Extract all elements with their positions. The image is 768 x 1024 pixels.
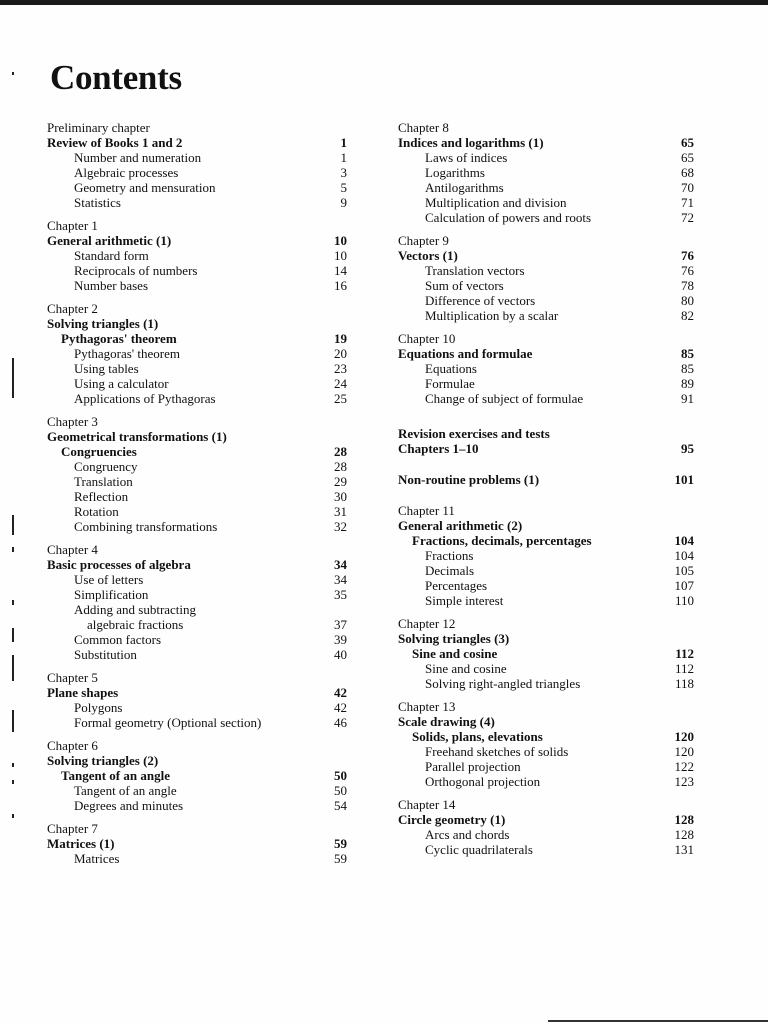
page-number: 28: [334, 444, 347, 459]
toc-entry-text: Number bases: [74, 278, 149, 293]
chapter-title: [47, 233, 347, 248]
scan-mark: [12, 710, 14, 732]
toc-entry-text: Combining transformations: [74, 519, 218, 534]
toc-entry-text: Common factors: [74, 632, 162, 647]
toc-entry-text: Congruency: [74, 459, 138, 474]
toc-section: [398, 414, 694, 456]
scan-mark: [12, 763, 14, 767]
section-heading: [398, 472, 694, 487]
toc-entry-text: Arcs and chords: [425, 827, 510, 842]
page-number: 59: [334, 836, 347, 851]
toc-entry: [398, 195, 694, 210]
toc-entry-text: Formulae: [425, 376, 475, 391]
page-number: 10: [334, 233, 347, 248]
toc-entry: [398, 278, 694, 293]
page-number: 35: [334, 587, 347, 602]
toc-entry-text: Orthogonal projection: [425, 774, 541, 789]
toc-entry: [47, 851, 347, 866]
toc-entry: [398, 165, 694, 180]
page-number: 29: [334, 474, 347, 489]
page-number: 65: [681, 150, 694, 165]
toc-entry-text: Using tables: [74, 361, 139, 376]
toc-entry-text: Percentages: [425, 578, 488, 593]
toc-section: [47, 670, 347, 730]
toc-entry: [47, 248, 347, 263]
chapter-title-text: General arithmetic (1): [47, 233, 172, 248]
toc-entry-text: Freehand sketches of solids: [425, 744, 569, 759]
page-number: 71: [681, 195, 694, 210]
chapter-label: [398, 331, 694, 346]
scan-mark: [12, 515, 14, 535]
toc-entry-text: Translation vectors: [425, 263, 525, 278]
section-heading: [398, 426, 694, 441]
contents-left-column: [47, 120, 347, 874]
page-number: 54: [334, 798, 347, 813]
page-number: 34: [334, 572, 347, 587]
toc-section: [398, 616, 694, 691]
chapter-subtitle: [47, 444, 347, 459]
toc-entry-text: Reflection: [74, 489, 129, 504]
toc-entry: [47, 700, 347, 715]
toc-entry-text: Degrees and minutes: [74, 798, 184, 813]
page-number: 123: [674, 774, 694, 789]
toc-entry-text: Using a calculator: [74, 376, 169, 391]
toc-entry-text: algebraic fractions: [87, 617, 184, 632]
toc-section: [398, 699, 694, 789]
toc-entry-text: Applications of Pythagoras: [74, 391, 216, 406]
toc-entry: [47, 617, 347, 632]
page-number: 104: [674, 533, 694, 548]
toc-entry: [47, 346, 347, 361]
toc-entry-text: Algebraic processes: [74, 165, 179, 180]
toc-entry-text: Laws of indices: [425, 150, 508, 165]
toc-entry: [47, 474, 347, 489]
toc-entry: [398, 210, 694, 225]
chapter-label: [47, 542, 347, 557]
toc-entry: [398, 263, 694, 278]
toc-section: [398, 797, 694, 857]
chapter-label-text: Chapter 12: [398, 616, 456, 631]
toc-entry: [398, 661, 694, 676]
toc-entry: [47, 647, 347, 662]
toc-entry-text: Formal geometry (Optional section): [74, 715, 262, 730]
page-number: 104: [674, 548, 694, 563]
toc-entry: [47, 519, 347, 534]
page-number: 85: [681, 346, 694, 361]
page-number: 40: [334, 647, 347, 662]
page-number: 112: [675, 646, 694, 661]
toc-entry: [47, 361, 347, 376]
toc-entry-text: Multiplication by a scalar: [425, 308, 559, 323]
page-number: 31: [334, 504, 347, 519]
toc-entry-text: Adding and subtracting: [74, 602, 197, 617]
toc-entry-text: Calculation of powers and roots: [425, 210, 592, 225]
scan-mark: [12, 814, 14, 818]
chapter-subtitle: [47, 768, 347, 783]
page-number: 70: [681, 180, 694, 195]
toc-entry: [398, 827, 694, 842]
toc-entry-text: Solving right-angled triangles: [425, 676, 581, 691]
page-number: 131: [674, 842, 694, 857]
page-number: 107: [674, 578, 694, 593]
toc-entry-text: Polygons: [74, 700, 123, 715]
toc-entry: [398, 376, 694, 391]
toc-entry: [398, 842, 694, 857]
chapter-label: [47, 821, 347, 836]
chapter-title: [47, 429, 347, 444]
chapter-subtitle: [398, 533, 694, 548]
page-number: 105: [674, 563, 694, 578]
toc-section: [47, 738, 347, 813]
toc-section: [398, 472, 694, 487]
chapter-title: [398, 518, 694, 533]
toc-entry-text: Geometry and mensuration: [74, 180, 216, 195]
toc-entry: [398, 150, 694, 165]
toc-entry: [47, 504, 347, 519]
toc-entry: [398, 774, 694, 789]
toc-entry: [47, 180, 347, 195]
toc-entry-text: Simple interest: [425, 593, 504, 608]
page-number: 128: [674, 812, 694, 827]
page-number: 72: [681, 210, 694, 225]
chapter-label-text: Chapter 5: [47, 670, 98, 685]
page-number: 118: [674, 676, 694, 691]
chapter-title: [398, 812, 694, 827]
toc-entry: [47, 195, 347, 210]
toc-entry: [47, 459, 347, 474]
chapter-label-text: Chapter 4: [47, 542, 98, 557]
page-number: 34: [334, 557, 347, 572]
chapter-label-text: Chapter 2: [47, 301, 98, 316]
page-number: 42: [334, 685, 347, 700]
page-number: 80: [681, 293, 694, 308]
chapter-title-text: Solving triangles (3): [398, 631, 510, 646]
page-number: 39: [334, 632, 347, 647]
chapter-title-text: Plane shapes: [47, 685, 119, 700]
chapter-title-text: Circle geometry (1): [398, 812, 506, 827]
page-number: 16: [334, 278, 347, 293]
chapter-label-text: Chapter 1: [47, 218, 98, 233]
toc-entry: [47, 798, 347, 813]
page-number: 37: [334, 617, 347, 632]
chapter-title-text: Matrices (1): [47, 836, 115, 851]
toc-entry-text: Substitution: [74, 647, 137, 662]
page-number: 59: [334, 851, 347, 866]
chapter-title: [47, 753, 347, 768]
chapter-label: [398, 120, 694, 135]
toc-entry-text: Change of subject of formulae: [425, 391, 584, 406]
section-heading-text: Non-routine problems (1): [398, 472, 540, 487]
page-number: 82: [681, 308, 694, 323]
page-number: 91: [681, 391, 694, 406]
chapter-label-text: Chapter 6: [47, 738, 98, 753]
scan-mark: [12, 358, 14, 398]
toc-section: [47, 218, 347, 293]
toc-entry: [398, 361, 694, 376]
chapter-title-text: Solving triangles (1): [47, 316, 159, 331]
chapter-title: [47, 685, 347, 700]
chapter-subtitle: [47, 331, 347, 346]
toc-entry-text: Sine and cosine: [425, 661, 507, 676]
toc-entry-text: Decimals: [425, 563, 475, 578]
page-number: 24: [334, 376, 347, 391]
toc-entry: [47, 376, 347, 391]
section-heading-text: Revision exercises and tests: [398, 426, 550, 441]
chapter-label: [47, 670, 347, 685]
chapter-label: [47, 301, 347, 316]
chapter-label-text: Chapter 13: [398, 699, 456, 714]
chapter-title-text: Basic processes of algebra: [47, 557, 191, 572]
chapter-subtitle: [398, 729, 694, 744]
page-number: 10: [334, 248, 347, 263]
page-number: 50: [334, 768, 347, 783]
scan-mark: [12, 655, 14, 681]
page-number: 3: [340, 165, 347, 180]
chapter-label-text: Chapter 7: [47, 821, 98, 836]
scan-mark: [12, 547, 14, 552]
page-number: 95: [681, 441, 694, 456]
page-number: 120: [674, 744, 694, 759]
toc-entry: [47, 587, 347, 602]
page-number: 68: [681, 165, 694, 180]
chapter-subtitle-text: Congruencies: [61, 444, 137, 459]
toc-section: [47, 120, 347, 210]
chapter-subtitle-text: Fractions, decimals, percentages: [412, 533, 592, 548]
toc-section: [47, 821, 347, 866]
page-number: 5: [340, 180, 347, 195]
page-number: 28: [334, 459, 347, 474]
toc-entry-text: Antilogarithms: [425, 180, 504, 195]
page-number: 42: [334, 700, 347, 715]
page-number: 128: [674, 827, 694, 842]
toc-entry: [47, 632, 347, 647]
toc-entry-text: Parallel projection: [425, 759, 521, 774]
toc-entry-text: Cyclic quadrilaterals: [425, 842, 533, 857]
toc-entry: [398, 744, 694, 759]
toc-entry-text: Translation: [74, 474, 133, 489]
toc-entry-text: Tangent of an angle: [74, 783, 177, 798]
chapter-title: [398, 248, 694, 263]
page-number: 122: [674, 759, 694, 774]
chapter-subtitle: [398, 646, 694, 661]
toc-section: [398, 331, 694, 406]
page-number: 20: [334, 346, 347, 361]
bottom-rule: [548, 1020, 768, 1022]
chapter-title: [398, 346, 694, 361]
toc-entry: [398, 308, 694, 323]
chapter-label: [398, 503, 694, 518]
toc-entry: [47, 715, 347, 730]
page-number: 14: [334, 263, 347, 278]
chapter-label-text: Chapter 3: [47, 414, 98, 429]
page-number: 30: [334, 489, 347, 504]
chapter-label-text: Chapter 9: [398, 233, 449, 248]
toc-entry-text: Standard form: [74, 248, 149, 263]
chapter-title-text: Indices and logarithms (1): [398, 135, 544, 150]
toc-entry: [47, 278, 347, 293]
chapter-label-text: Preliminary chapter: [47, 120, 150, 135]
toc-entry-text: Logarithms: [425, 165, 485, 180]
toc-entry: [47, 489, 347, 504]
top-rule: [0, 0, 768, 5]
toc-entry: [398, 593, 694, 608]
toc-section: [47, 414, 347, 534]
page-number: 89: [681, 376, 694, 391]
section-heading-text: Chapters 1–10: [398, 441, 479, 456]
toc-entry: [398, 676, 694, 691]
toc-entry: [398, 180, 694, 195]
toc-entry-text: Difference of vectors: [425, 293, 536, 308]
toc-entry: [47, 783, 347, 798]
page-number: 76: [681, 263, 694, 278]
chapter-subtitle-text: Solids, plans, elevations: [412, 729, 543, 744]
toc-entry-text: Use of letters: [74, 572, 144, 587]
toc-entry: [47, 150, 347, 165]
section-heading: [398, 441, 694, 456]
toc-entry-text: Statistics: [74, 195, 121, 210]
toc-entry-text: Rotation: [74, 504, 119, 519]
toc-section: [47, 301, 347, 406]
page-number: 110: [674, 593, 694, 608]
page-number: 25: [334, 391, 347, 406]
toc-entry: [47, 263, 347, 278]
chapter-subtitle-text: Sine and cosine: [412, 646, 498, 661]
page-number: 9: [340, 195, 347, 210]
contents-right-column: [398, 120, 694, 865]
toc-entry-text: Number and numeration: [74, 150, 202, 165]
page-number: 23: [334, 361, 347, 376]
chapter-title: [398, 631, 694, 646]
chapter-title: [47, 557, 347, 572]
page-number: 50: [334, 783, 347, 798]
page-number: 1: [340, 150, 347, 165]
toc-entry: [398, 548, 694, 563]
chapter-title: [47, 836, 347, 851]
toc-entry: [398, 578, 694, 593]
chapter-label-text: Chapter 14: [398, 797, 456, 812]
toc-entry: [47, 572, 347, 587]
chapter-subtitle-text: Tangent of an angle: [61, 768, 170, 783]
chapter-title-text: Equations and formulae: [398, 346, 533, 361]
chapter-title: [398, 714, 694, 729]
page-number: 112: [674, 661, 694, 676]
chapter-label: [398, 616, 694, 631]
chapter-title-text: Vectors (1): [398, 248, 458, 263]
chapter-label: [47, 738, 347, 753]
toc-entry: [398, 563, 694, 578]
chapter-label-text: Chapter 11: [398, 503, 455, 518]
chapter-title: [47, 316, 347, 331]
toc-entry-text: Sum of vectors: [425, 278, 504, 293]
page-number: 120: [674, 729, 694, 744]
scan-mark: [12, 600, 14, 605]
toc-entry: [47, 165, 347, 180]
toc-entry: [398, 293, 694, 308]
chapter-label-text: Chapter 10: [398, 331, 456, 346]
page-number: 19: [334, 331, 347, 346]
toc-entry: [398, 391, 694, 406]
toc-section: [398, 503, 694, 608]
scan-mark: [12, 780, 14, 784]
chapter-title-text: Geometrical transformations (1): [47, 429, 227, 444]
toc-section: [47, 542, 347, 662]
chapter-title-text: General arithmetic (2): [398, 518, 523, 533]
chapter-label: [47, 120, 347, 135]
scan-mark: [12, 72, 14, 75]
chapter-title: [398, 135, 694, 150]
page-number: 65: [681, 135, 694, 150]
chapter-title-text: Scale drawing (4): [398, 714, 495, 729]
page-number: 78: [681, 278, 694, 293]
toc-section: [398, 233, 694, 323]
page-number: 85: [681, 361, 694, 376]
toc-entry-text: Fractions: [425, 548, 474, 563]
scan-mark: [12, 628, 14, 642]
page-number: 32: [334, 519, 347, 534]
toc-entry-text: Multiplication and division: [425, 195, 567, 210]
chapter-subtitle-text: Pythagoras' theorem: [61, 331, 177, 346]
chapter-title-text: Review of Books 1 and 2: [47, 135, 183, 150]
toc-entry-text: Matrices: [74, 851, 120, 866]
toc-entry-text: Equations: [425, 361, 477, 376]
toc-entry: [47, 602, 347, 617]
chapter-label: [398, 797, 694, 812]
toc-entry-text: Pythagoras' theorem: [74, 346, 180, 361]
page-number: 1: [340, 135, 347, 150]
chapter-title-text: Solving triangles (2): [47, 753, 159, 768]
page-title: Contents: [50, 58, 182, 97]
page-number: 101: [674, 472, 694, 487]
page-number: 76: [681, 248, 694, 263]
page-number: 46: [334, 715, 347, 730]
chapter-label: [47, 218, 347, 233]
toc-entry: [398, 759, 694, 774]
toc-entry-text: Simplification: [74, 587, 149, 602]
toc-entry: [47, 391, 347, 406]
chapter-label: [398, 699, 694, 714]
chapter-label-text: Chapter 8: [398, 120, 449, 135]
toc-entry-text: Reciprocals of numbers: [74, 263, 198, 278]
toc-section: [398, 120, 694, 225]
chapter-label: [47, 414, 347, 429]
chapter-label: [398, 233, 694, 248]
chapter-title: [47, 135, 347, 150]
